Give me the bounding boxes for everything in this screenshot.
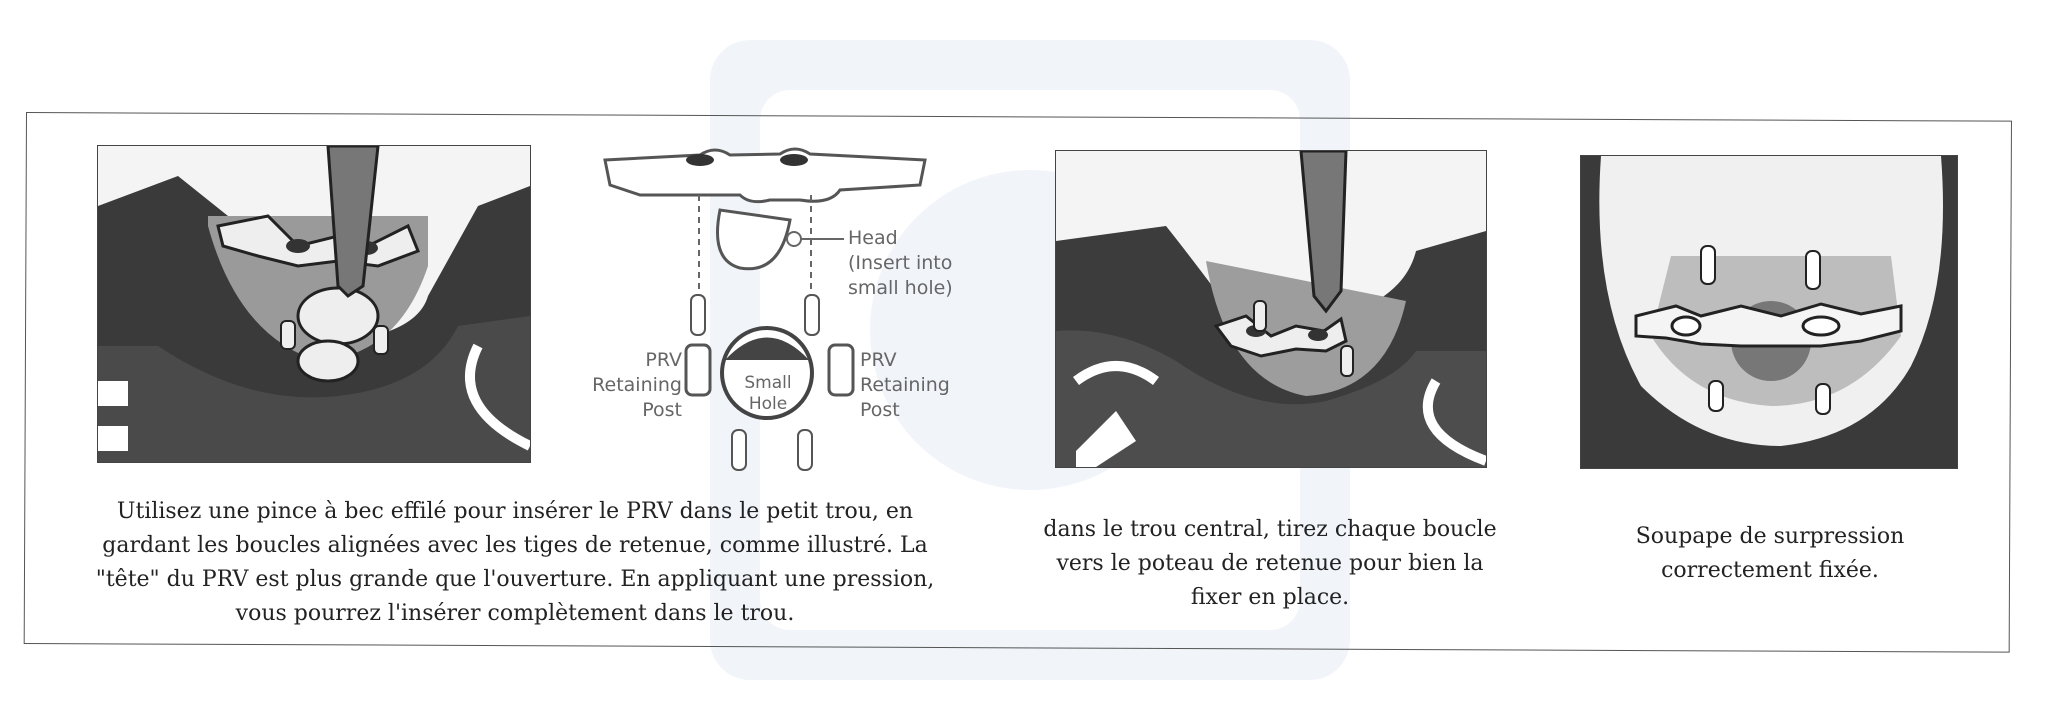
head-label: Head (Insert into small hole) (848, 227, 953, 299)
left-post-label: PRV Retaining Post (592, 349, 682, 421)
small-hole-label: Small Hole (744, 373, 792, 414)
step3-illustration (1580, 155, 1958, 469)
step1-caption: Utilisez une pince à bec effilé pour insérer le PRV dans le petit trou, en gardant les boucles alignées avec les tiges de retenue, comme illustré. La "tête" du PRV est plus grande que l'ouverture. En appliquant une pression, vous pourrez l'insérer complètement dans le trou. (95, 499, 935, 626)
step3-caption: Soupape de surpression correctement fixée. (1635, 524, 1905, 583)
step2-caption: dans le trou central, tirez chaque boucle vers le poteau de retenue pour bien la fixer en place. (1043, 517, 1497, 610)
right-post-label: PRV Retaining Post (860, 349, 950, 421)
prv-diagram (580, 140, 980, 480)
step2-illustration (1055, 150, 1487, 468)
step1-illustration (97, 145, 531, 463)
